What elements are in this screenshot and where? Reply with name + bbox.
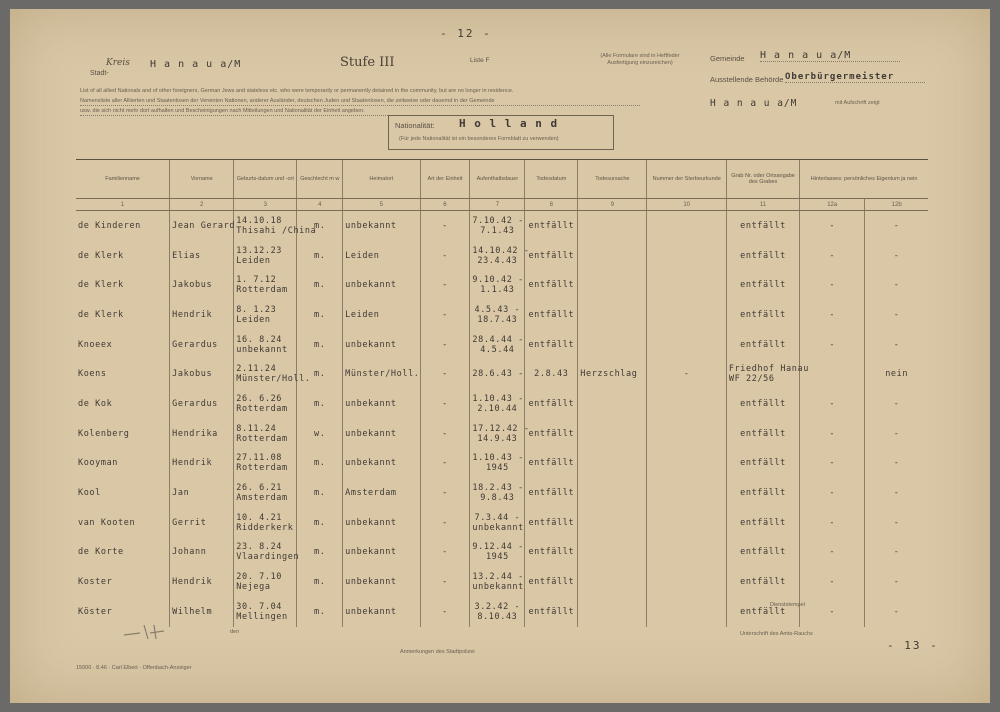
cell-familienname: de Kinderen (78, 220, 141, 231)
cell-geburtsdatum-line: Amsterdam (236, 493, 288, 504)
cell-einheit: - (420, 567, 470, 597)
col-heimatort: Heimatort (343, 160, 420, 199)
cell-einheit: - (420, 478, 470, 508)
cell-aufenthalt (470, 597, 525, 627)
cell-eigentum-ja: - (800, 270, 865, 300)
cell-geburtsdatum (234, 241, 297, 271)
cell-heimatort: Amsterdam (343, 478, 420, 508)
cell-sterbeurkunde (647, 538, 726, 568)
cell-heimatort: unbekannt (343, 330, 420, 360)
col-einheit: Art der Einheit (420, 160, 470, 199)
cell-sterbeurkunde (647, 270, 726, 300)
cell-geschlecht: m. (297, 597, 343, 627)
page-number-top: - 12 - (440, 27, 492, 40)
cell-einheit: - (420, 508, 470, 538)
kreis-label: Kreis (106, 58, 130, 68)
cell-todesursache (578, 270, 647, 300)
cell-geburtsdatum-line: 8. 1.23 (236, 304, 277, 315)
cell-grab-line: Friedhof Hanau (728, 364, 809, 375)
cell-aufenthalt (470, 270, 525, 300)
cell-aufenthalt-line: 4.5.44 (480, 344, 515, 355)
cell-aufenthalt-line: 1.1.43 (480, 285, 515, 296)
cell-geschlecht: w. (297, 419, 343, 449)
cell-eigentum-nein: - (865, 270, 928, 300)
cell-aufenthalt-line: 8.10.43 (477, 611, 518, 622)
nationality-note: (Für jede Nationalität ist ein besonderes Formblatt zu verwenden) (399, 136, 559, 142)
footer-right: Unterschrift des Amts-Rauchs (740, 631, 813, 637)
table-row (76, 300, 928, 330)
cell-sterbeurkunde (647, 449, 726, 479)
cell-vorname: Johann (170, 538, 234, 568)
cell-heimatort: unbekannt (343, 389, 420, 419)
cell-grab: entfällt (726, 478, 799, 508)
cell-aufenthalt-line: 23.4.43 (477, 255, 518, 266)
cell-geburtsdatum (234, 508, 297, 538)
cell-aufenthalt-line: 9.8.43 (480, 493, 515, 504)
cell-eigentum-ja (800, 359, 865, 389)
behoerde-label: Ausstellende Behörde (710, 75, 784, 84)
cell-geburtsdatum-line: 16. 8.24 (236, 334, 283, 345)
cell-geschlecht: m. (297, 567, 343, 597)
col-vorname: Vorname (170, 160, 234, 199)
cell-aufenthalt-line: 7.1.43 (480, 225, 515, 236)
cell-geschlecht: m. (297, 538, 343, 568)
cell-geburtsdatum-line: 23. 8.24 (236, 542, 283, 553)
cell-aufenthalt-line: 14.9.43 (477, 433, 518, 444)
cell-grab: entfällt (726, 270, 799, 300)
cell-familienname: Kooyman (78, 458, 119, 469)
stamp-label: Dienststempel (770, 602, 805, 608)
cell-geburtsdatum-line: Rotterdam (236, 285, 288, 296)
document-sheet (10, 9, 990, 703)
cell-einheit: - (420, 211, 470, 241)
cell-geburtsdatum-line: unbekannt (236, 344, 288, 355)
cell-heimatort: Leiden (343, 300, 420, 330)
cell-grab: entfällt (726, 419, 799, 449)
cell-sterbeurkunde (647, 330, 726, 360)
stufe-title: Stufe III (340, 55, 395, 70)
cell-sterbeurkunde: - (647, 359, 726, 389)
cell-aufenthalt (470, 359, 525, 389)
cell-eigentum-ja: - (800, 478, 865, 508)
cell-familienname: Knoeex (78, 339, 113, 350)
cell-todesursache (578, 300, 647, 330)
cell-heimatort: Münster/Holl. (343, 359, 420, 389)
col-familienname: Familienname (76, 160, 170, 199)
cell-todesursache (578, 211, 647, 241)
cell-eigentum-nein: - (865, 330, 928, 360)
cell-aufenthalt-line: 14.10.42 - (472, 245, 530, 256)
col-geburtsdatum: Geburts-datum und -ort (234, 160, 297, 199)
cell-heimatort: unbekannt (343, 211, 420, 241)
cell-aufenthalt (470, 567, 525, 597)
table-row (76, 419, 928, 449)
cell-geschlecht: m. (297, 330, 343, 360)
cell-vorname: Jan (170, 478, 234, 508)
cell-todesursache (578, 241, 647, 271)
cell-geschlecht: m. (297, 300, 343, 330)
cell-familienname: de Klerk (78, 309, 124, 320)
cell-sterbeurkunde (647, 597, 726, 627)
cell-aufenthalt-line: 4.5.43 - (474, 304, 521, 315)
cell-grab (726, 359, 809, 389)
cell-todesdatum: entfällt (525, 597, 578, 627)
cell-geschlecht: m. (297, 389, 343, 419)
footer-printer: 15000 · 8.46 · Carl Elbert · Offenbach-Anzeiger (76, 665, 192, 671)
cell-aufenthalt-line: 28.4.44 - (472, 334, 524, 345)
cell-einheit: - (420, 389, 470, 419)
cell-einheit: - (420, 419, 470, 449)
cell-eigentum-nein: nein (865, 359, 928, 389)
cell-grab: entfällt (726, 508, 799, 538)
intro-line-1: List of all allied Nationals and of other foreigners, German Jews and stateless etc. who were temporarily or permanently detained in the community, but are no longer in residence. (80, 88, 514, 94)
cell-sterbeurkunde (647, 567, 726, 597)
cell-vorname: Hendrik (170, 449, 234, 479)
cell-todesdatum: entfällt (525, 300, 578, 330)
cell-geburtsdatum-line: 26. 6.26 (236, 393, 283, 404)
cell-geburtsdatum-line: Leiden (236, 314, 271, 325)
cell-aufenthalt (470, 389, 525, 419)
cell-eigentum-ja: - (800, 567, 865, 597)
cell-sterbeurkunde (647, 389, 726, 419)
table-row (76, 478, 928, 508)
cell-vorname: Hendrika (170, 419, 234, 449)
cell-aufenthalt-line: 9.10.42 - (472, 275, 524, 286)
cell-todesursache (578, 330, 647, 360)
cell-aufenthalt-line: 18.7.43 (477, 314, 518, 325)
cell-geburtsdatum-line: 30. 7.04 (236, 601, 283, 612)
cell-geburtsdatum (234, 538, 300, 568)
cell-todesursache (578, 449, 647, 479)
cell-todesdatum: entfällt (525, 241, 578, 271)
cell-eigentum-nein: - (865, 300, 928, 330)
cell-geschlecht: m. (297, 211, 343, 241)
cell-grab: entfällt (726, 330, 799, 360)
cell-todesursache (578, 478, 647, 508)
cell-geburtsdatum-line: Thisahi /China (236, 225, 317, 236)
cell-geburtsdatum-line: Ridderkerk (236, 522, 294, 533)
cell-eigentum-ja: - (800, 449, 865, 479)
cell-aufenthalt (470, 478, 525, 508)
cell-aufenthalt (470, 419, 530, 449)
cell-eigentum-nein: - (865, 241, 928, 271)
cell-geburtsdatum (234, 389, 297, 419)
cell-eigentum-ja: - (800, 300, 865, 330)
cell-sterbeurkunde (647, 300, 726, 330)
intro-line-3: usw. die sich nicht mehr dort aufhalten und Bescheinigungen nach Mitteilungen und Nationalität der Einheit angeben. (80, 108, 510, 116)
table-row (76, 330, 928, 360)
cell-einheit: - (420, 300, 470, 330)
cell-eigentum-ja: - (800, 597, 865, 627)
cell-geburtsdatum (234, 449, 297, 479)
cell-todesursache (578, 567, 647, 597)
cell-aufenthalt-line: 1945 (485, 463, 509, 474)
cell-geburtsdatum-line: 10. 4.21 (236, 512, 283, 523)
cell-eigentum-nein: - (865, 567, 928, 597)
cell-todesdatum: entfällt (525, 508, 578, 538)
intro-line-2: Namensliste aller Alliierten und Staatenlosen der Vereinten Nationen, anderer Ausländer, deutschen Juden und Staatenlosen, die zeitweise oder dauernd in der Gemeinde (80, 98, 640, 106)
nationality-label: Nationalität: (395, 121, 435, 130)
cell-geburtsdatum-line: 1. 7.12 (236, 275, 277, 286)
cell-aufenthalt-line: 2.10.44 (477, 403, 518, 414)
cell-familienname: de Korte (78, 547, 124, 558)
cell-geburtsdatum (234, 211, 317, 241)
cell-sterbeurkunde (647, 478, 726, 508)
cell-grab: entfällt (726, 241, 799, 271)
cell-geburtsdatum-line: Mellingen (236, 611, 288, 622)
cell-grab: entfällt (726, 300, 799, 330)
nationality-value: H o l l a n d (459, 117, 559, 130)
cell-aufenthalt-line: unbekannt (472, 522, 524, 533)
cell-geburtsdatum-line: Münster/Holl. (236, 374, 311, 385)
cell-geburtsdatum (234, 330, 297, 360)
cell-eigentum-ja: - (800, 241, 865, 271)
cell-geburtsdatum-line: 8.11.24 (236, 423, 277, 434)
cell-eigentum-ja: - (800, 389, 865, 419)
cell-geburtsdatum (234, 300, 297, 330)
cell-geburtsdatum (234, 597, 297, 627)
cell-einheit: - (420, 241, 470, 271)
cell-todesdatum: 2.8.43 (525, 359, 578, 389)
cell-todesdatum: entfällt (525, 389, 578, 419)
column-number-row: 1 2 3 4 5 6 7 8 9 10 11 12a 12b (76, 199, 928, 211)
cell-sterbeurkunde (647, 211, 726, 241)
cell-heimatort: unbekannt (343, 508, 420, 538)
cell-grab: entfällt (726, 449, 799, 479)
cell-familienname: Koens (78, 369, 107, 380)
cell-geburtsdatum (234, 270, 297, 300)
cell-eigentum-ja: - (800, 211, 865, 241)
cell-geburtsdatum-line: 13.12.23 (236, 245, 283, 256)
nationality-box (388, 115, 614, 150)
cell-eigentum-nein: - (865, 478, 928, 508)
cell-geburtsdatum (234, 567, 297, 597)
table-row (76, 270, 928, 300)
den-label: den (230, 629, 240, 635)
cell-todesursache: Herzschlag (578, 359, 647, 389)
cell-aufenthalt (470, 538, 525, 568)
cell-geburtsdatum (234, 478, 297, 508)
cell-eigentum-ja: - (800, 419, 865, 449)
cell-aufenthalt-line: 1.10.43 - (472, 393, 524, 404)
cell-vorname: Elias (170, 241, 234, 271)
cell-vorname: Jakobus (170, 270, 234, 300)
cell-heimatort: unbekannt (343, 449, 420, 479)
col-sterbeurkunde: Nummer der Sterbeurkunde (647, 160, 726, 199)
cell-familienname: de Klerk (78, 280, 124, 291)
cell-todesdatum: entfällt (525, 330, 578, 360)
cell-grab-line: WF 22/56 (728, 374, 775, 385)
cell-aufenthalt-line: 9.12.44 - (472, 542, 524, 553)
table-row (76, 359, 928, 389)
gemeinde-value: H a n a u a/M (760, 50, 900, 62)
cell-eigentum-ja: - (800, 508, 865, 538)
cell-aufenthalt-line: 7.3.44 - (474, 512, 521, 523)
table-row (76, 211, 928, 241)
cell-aufenthalt-line: 3.2.42 - (474, 601, 521, 612)
cell-aufenthalt-line: 7.10.42 - (472, 215, 524, 226)
cell-familienname: de Klerk (78, 250, 124, 261)
cell-geschlecht: m. (297, 508, 343, 538)
cell-geburtsdatum-line: 27.11.08 (236, 453, 283, 464)
table-row (76, 567, 928, 597)
cell-aufenthalt (470, 330, 525, 360)
cell-aufenthalt-line: 18.2.43 - (472, 483, 524, 494)
cell-todesdatum: entfällt (525, 449, 578, 479)
cell-geschlecht: m. (297, 270, 343, 300)
cell-vorname: Hendrik (170, 300, 234, 330)
cell-einheit: - (420, 330, 470, 360)
cell-eigentum-ja: - (800, 538, 865, 568)
cell-eigentum-nein: - (865, 538, 928, 568)
cell-aufenthalt (470, 508, 525, 538)
cell-vorname: Gerardus (170, 330, 234, 360)
cell-grab: entfällt (726, 389, 799, 419)
cell-geburtsdatum (234, 359, 311, 389)
cell-geburtsdatum-line: Rotterdam (236, 433, 288, 444)
register-table (76, 159, 928, 627)
cell-vorname: Gerardus (170, 389, 234, 419)
cell-familienname: van Kooten (78, 517, 136, 528)
cell-grab: entfällt (726, 597, 799, 627)
behoerde-place: H a n a u a/M (710, 98, 798, 109)
cell-todesdatum: entfällt (525, 538, 578, 568)
cell-familienname: Köster (78, 606, 113, 617)
cell-aufenthalt (470, 211, 525, 241)
cell-einheit: - (420, 538, 470, 568)
cell-eigentum-nein: - (865, 211, 928, 241)
cell-vorname: Hendrik (170, 567, 234, 597)
cell-geburtsdatum-line: Rotterdam (236, 463, 288, 474)
cell-aufenthalt-line: 28.6.43 - (472, 369, 524, 380)
cell-aufenthalt-line: 1.10.43 - (472, 453, 524, 464)
cell-eigentum-nein: - (865, 508, 928, 538)
cell-todesdatum: entfällt (525, 211, 578, 241)
cell-vorname: Jean Gerard (170, 211, 234, 241)
cell-heimatort: unbekannt (343, 419, 420, 449)
table-row (76, 241, 928, 271)
table-row (76, 389, 928, 419)
liste-label: Liste F (470, 57, 490, 64)
cell-todesdatum: entfällt (525, 270, 578, 300)
handwritten-mark (120, 621, 170, 643)
liste-note: (Alle Formulare sind in Heftfeder Ausfertigung einzureichen) (600, 53, 680, 66)
cell-einheit: - (420, 449, 470, 479)
cell-grab: entfällt (726, 538, 799, 568)
col-eigentum: Hinterlasses: persönliches Eigentum ja nein (800, 160, 928, 199)
cell-eigentum-ja: - (800, 330, 865, 360)
cell-aufenthalt-line: 1945 (485, 552, 509, 563)
col-grab: Grab Nr. oder Ortsangabe des Grabes (726, 160, 799, 199)
cell-aufenthalt-line: 17.12.42 - (472, 423, 530, 434)
cell-todesursache (578, 389, 647, 419)
cell-heimatort: unbekannt (343, 567, 420, 597)
cell-eigentum-nein: - (865, 389, 928, 419)
behoerde-value: Oberbürgermeister (785, 72, 925, 83)
cell-grab: entfällt (726, 211, 799, 241)
cell-todesdatum: entfällt (525, 567, 578, 597)
cell-aufenthalt (470, 300, 525, 330)
cell-familienname: Kool (78, 488, 101, 499)
cell-todesdatum: entfällt (525, 419, 578, 449)
cell-grab: entfällt (726, 567, 799, 597)
col-geschlecht: Geschlecht m w (297, 160, 343, 199)
cell-geburtsdatum-line: Leiden (236, 255, 271, 266)
cell-eigentum-nein: - (865, 597, 928, 627)
cell-geschlecht: m. (297, 478, 343, 508)
cell-geburtsdatum (234, 419, 297, 449)
cell-heimatort: unbekannt (343, 270, 420, 300)
cell-familienname: Koster (78, 577, 113, 588)
gemeinde-label: Gemeinde (710, 54, 745, 63)
cell-heimatort: unbekannt (343, 538, 420, 568)
cell-sterbeurkunde (647, 419, 726, 449)
cell-geburtsdatum-line: Nejega (236, 582, 271, 593)
table-row (76, 538, 928, 568)
cell-einheit: - (420, 597, 470, 627)
cell-vorname: Gerrit (170, 508, 234, 538)
cell-todesursache (578, 597, 647, 627)
footer-center: Anmerkungen des Stadtpolizei (400, 649, 475, 655)
col-todesursache: Todesursache (578, 160, 647, 199)
cell-todesursache (578, 538, 647, 568)
cell-sterbeurkunde (647, 241, 726, 271)
cell-geschlecht: m. (297, 359, 343, 389)
stadt-label: Stadt- (90, 70, 109, 77)
cell-eigentum-nein: - (865, 419, 928, 449)
table-row (76, 449, 928, 479)
col-todesdatum: Todesdatum (525, 160, 578, 199)
cell-geburtsdatum-line: 20. 7.10 (236, 572, 283, 583)
cell-todesursache (578, 419, 647, 449)
behoerde-suffix: mit Aufschrift zeigt (835, 100, 880, 106)
cell-vorname: Wilhelm (170, 597, 234, 627)
cell-todesdatum: entfällt (525, 478, 578, 508)
cell-aufenthalt-line: 13.2.44 - (472, 572, 524, 583)
cell-familienname: Kolenberg (78, 428, 130, 439)
cell-geburtsdatum-line: Rotterdam (236, 403, 288, 414)
cell-geburtsdatum-line: 26. 6.21 (236, 483, 283, 494)
table-row (76, 508, 928, 538)
cell-aufenthalt (470, 449, 525, 479)
table-header-row (76, 160, 928, 199)
cell-eigentum-nein: - (865, 449, 928, 479)
cell-geschlecht: m. (297, 241, 343, 271)
page-number-bottom: - 13 - (887, 639, 939, 652)
cell-heimatort: Leiden (343, 241, 420, 271)
cell-geburtsdatum-line: 14.10.18 (236, 215, 283, 226)
cell-geburtsdatum-line: Vlaardingen (236, 552, 300, 563)
cell-einheit: - (420, 270, 470, 300)
cell-geschlecht: m. (297, 449, 343, 479)
cell-einheit: - (420, 359, 470, 389)
cell-todesursache (578, 508, 647, 538)
cell-heimatort: unbekannt (343, 597, 420, 627)
stadt-value: H a n a u a/M (150, 59, 242, 70)
cell-aufenthalt-line: unbekannt (472, 582, 524, 593)
cell-geburtsdatum-line: 2.11.24 (236, 364, 277, 375)
cell-sterbeurkunde (647, 508, 726, 538)
col-aufenthalt: Aufenthaltsdauer (470, 160, 525, 199)
cell-aufenthalt (470, 241, 530, 271)
cell-vorname: Jakobus (170, 359, 234, 389)
cell-familienname: de Kok (78, 398, 113, 409)
